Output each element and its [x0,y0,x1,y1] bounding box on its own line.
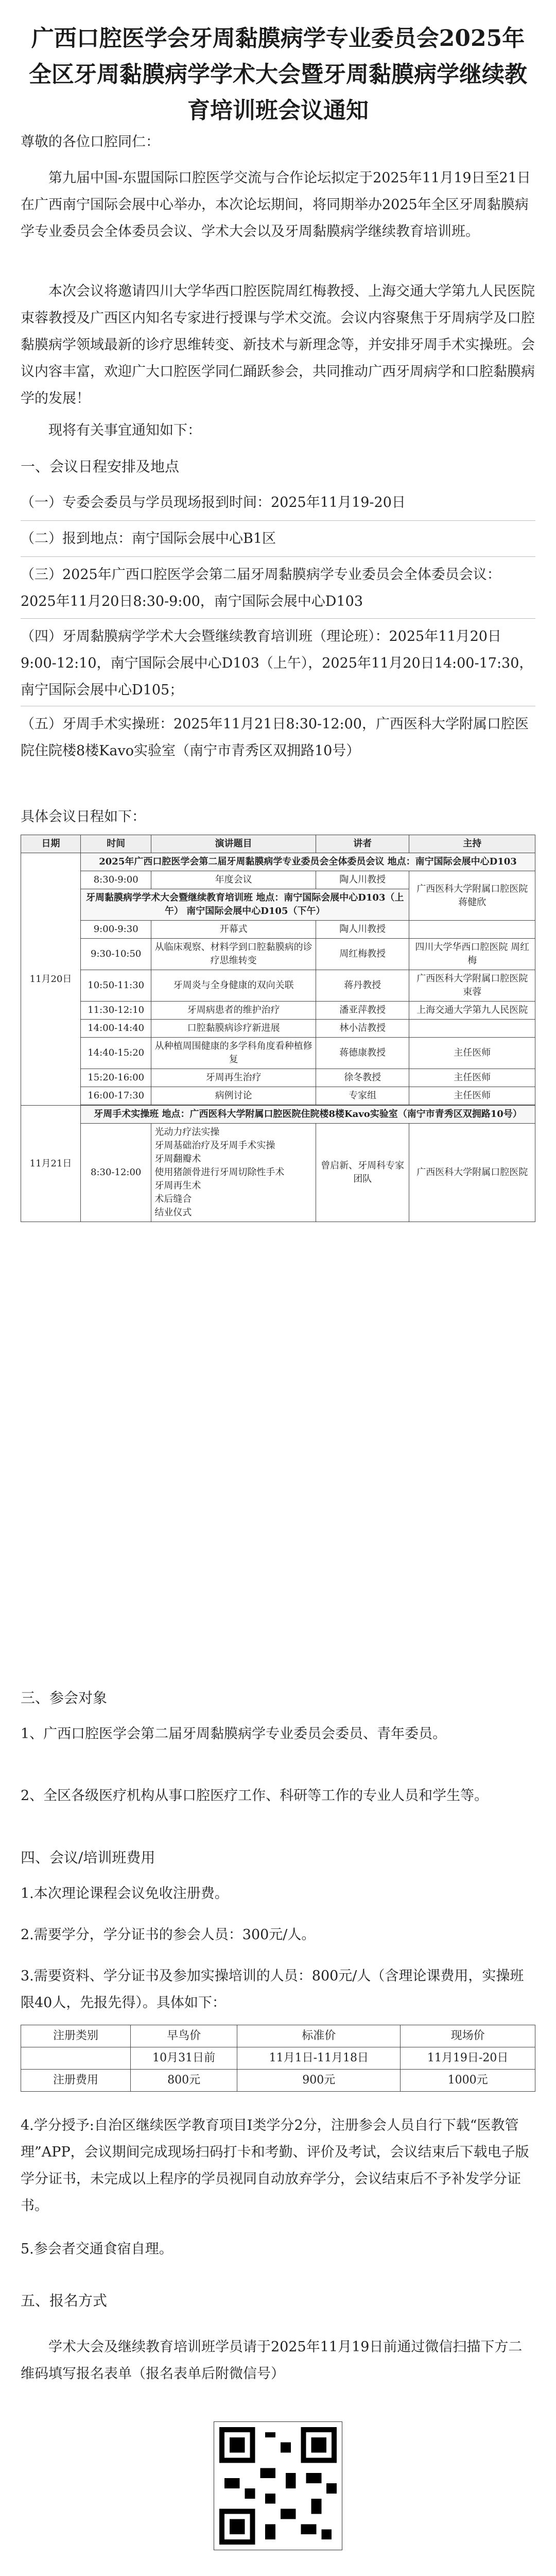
table-row [21,970,535,1002]
table-row [21,1020,535,1038]
table-row [21,871,535,889]
cell-host: 广西医科大学附属口腔医院 蒋健欣 [409,871,535,921]
cell-speaker: 陶人川教授 [316,921,409,939]
cell-topic: 口腔黏膜病诊疗新进展 [151,1020,316,1038]
fee-table [21,2025,535,2092]
cell-speaker: 曾启新、牙周科专家团队 [316,1124,409,1222]
cell-time: 15:20-16:00 [81,1069,151,1087]
cell-topic: 从临床观察、材料学到口腔黏膜病的诊疗思维转变 [151,939,316,970]
fee-item-1: 1.本次理论课程会议免收注册费。 [21,1886,229,1902]
header-time: 时间 [81,835,151,853]
cell-time: 8:30-12:00 [81,1124,151,1222]
section-heading-1: 一、会议日程安排及地点 [21,458,180,475]
cell-host: 广西医科大学附属口腔医院 束蓉 [409,970,535,1002]
divider [21,520,535,521]
intro-paragraph-3: 现将有关事宜通知如下： [48,422,201,438]
cell-topic: 牙周炎与全身健康的双向关联 [151,970,316,1002]
registration-text: 学术大会及继续教育培训班学员请于2025年11月19日前通过微信扫描下方二维码填写报名表单（报名表单后附微信号） [21,2339,523,2382]
table-row [21,853,535,871]
cell-speaker: 蒋德康教授 [316,1038,409,1069]
cell-time: 10:50-11:30 [81,970,151,1002]
topic-line: 术后缝合 [154,1194,192,1205]
cell-host [409,921,535,939]
cell-time: 9:00-9:30 [81,921,151,939]
cell-time: 9:30-10:50 [81,939,151,970]
table-row [21,2070,535,2092]
cell-time: 11:30-12:10 [81,1002,151,1020]
schedule-heading: 具体会议日程如下： [21,809,146,825]
topic-line: 结业仪式 [154,1207,192,1218]
cell-speaker: 蒋丹教授 [316,970,409,1002]
fee-header: 早鸟价 [131,2025,237,2047]
fee-header: 注册类别 [21,2025,131,2047]
divider [21,618,535,619]
cell-speaker: 专家组 [316,1087,409,1105]
fee-period [21,2047,131,2070]
cell-time: 14:00-14:40 [81,1020,151,1038]
cell-host: 主任医师 [409,1038,535,1069]
table-row [21,2025,535,2047]
cell-speaker: 陶人川教授 [316,871,409,889]
header-topic: 演讲题目 [151,835,316,853]
cell-host: 上海交通大学第九人民医院 [409,1002,535,1020]
fee-period: 11月19日-20日 [401,2047,535,2070]
cell-host [409,1020,535,1038]
page-title: 广西口腔医学会牙周黏膜病学专业委员会2025年全区牙周黏膜病学学术大会暨牙周黏膜病学继续教育培训班会议通知 [29,25,527,124]
table-row [21,921,535,939]
cell-topics [151,1124,316,1222]
day1-date: 11月20日 [21,853,81,1106]
cell-topic: 病例讨论 [151,1087,316,1105]
section-heading-4: 四、会议/培训班费用 [21,1849,155,1866]
cell-time: 8:30-9:00 [81,871,151,889]
registration-qr-icon[interactable] [214,2421,342,2550]
cell-topic: 从种植周围健康的多学科角度看种植修复 [151,1038,316,1069]
topic-line: 使用猪颌骨进行牙周切除性手术 [154,1167,285,1178]
cell-time: 14:40-15:20 [81,1038,151,1069]
cell-topic: 年度会议 [151,871,316,889]
topic-line: 牙周再生术 [154,1180,201,1191]
cell-speaker: 徐冬教授 [316,1069,409,1087]
day1-course-banner: 牙周黏膜病学学术大会暨继续教育培训班 地点：南宁国际会展中心D103（上午） 南宁国际会展中心D105（下午） [81,889,409,921]
fee-cell: 900元 [237,2070,401,2092]
table-row [21,1106,535,1124]
cell-host: 四川大学华西口腔医院 周红梅 [409,939,535,970]
topic-line: 牙周基础治疗及牙周手术实操 [154,1140,275,1151]
cell-topic: 开幕式 [151,921,316,939]
table-row [21,1087,535,1105]
schedule-item-4: （四）牙周黏膜病学学术大会暨继续教育培训班（理论班）：2025年11月20日9:00-12:10，南宁国际会展中心D103（上午），2025年11月20日14:00-17:30，南宁国际会展中心D105； [21,629,533,698]
fee-item-2: 2.需要学分，学分证书的参会人员：300元/人。 [21,1927,316,1943]
schedule-item-2: （二）报到地点：南宁国际会展中心B1区 [21,531,276,547]
table-row [21,1038,535,1069]
table-row [21,1002,535,1020]
fee-header: 标准价 [237,2025,401,2047]
fee-cell: 1000元 [401,2070,535,2092]
table-row [21,2047,535,2070]
header-date: 日期 [21,835,81,853]
schedule-item-3: （三）2025年广西口腔医学会第二届牙周黏膜病学专业委员会全体委员会议：2025年11月20日8:30-9:00，南宁国际会展中心D103 [21,567,501,609]
cell-host: 主任医师 [409,1069,535,1087]
schedule-table [21,835,535,1222]
fee-item-5: 5.参会者交通食宿自理。 [21,2241,173,2257]
table-row [21,1124,535,1222]
schedule-item-1: （一）专委会委员与学员现场报到时间：2025年11月19-20日 [21,495,406,511]
topic-line: 牙周翻瓣术 [154,1154,201,1164]
schedule-header-row [21,835,535,853]
section-heading-5: 五、报名方式 [21,2292,108,2309]
fee-cell: 注册费用 [21,2070,131,2092]
fee-item-4: 4.学分授予:自治区继续医学教育项目Ⅰ类学分2分，注册参会人员自行下载“医教管理”APP，会议期间完成现场扫码打卡和考勤、评价及考试，会议结束后下载电子版学分证书，未完成以上程序的学员视同自动放弃学分，会议结束后不予补发学分证书。 [21,2117,529,2214]
topic-line: 光动力疗法实操 [154,1127,220,1138]
cell-time: 16:00-17:30 [81,1087,151,1105]
table-row [21,1069,535,1087]
cell-speaker: 潘亚萍教授 [316,1002,409,1020]
cell-topic: 牙周病患者的维护治疗 [151,1002,316,1020]
fee-period: 10月31日前 [131,2047,237,2070]
divider [21,556,535,557]
fee-item-3: 3.需要资料、学分证书及参加实操培训的人员：800元/人（含理论课费用，实操班限40人，先报先得）。具体如下： [21,1968,524,2011]
cell-host: 广西医科大学附属口腔医院 [409,1124,535,1222]
schedule-item-5: （五）牙周手术实操班：2025年11月21日8:30-12:00，广西医科大学附属口腔医院住院楼8楼Kavo实验室（南宁市青秀区双拥路10号） [21,716,529,759]
header-host: 主持 [409,835,535,853]
cell-speaker: 周红梅教授 [316,939,409,970]
day2-banner: 牙周手术实操班 地点：广西医科大学附属口腔医院住院楼8楼Kavo实验室（南宁市青秀区双拥路10号） [81,1106,535,1124]
fee-cell: 800元 [131,2070,237,2092]
greeting: 尊敬的各位口腔同仁： [21,134,160,150]
intro-paragraph-2: 本次会议将邀请四川大学华西口腔医院周红梅教授、上海交通大学第九人民医院束蓉教授及广西区内知名专家进行授课与学术交流。会议内容聚焦于牙周病学及口腔黏膜病学领域最新的诊疗思维转变、新技术与新理念等，并安排牙周手术实操班。会议内容丰富，欢迎广大口腔医学同仁踊跃参会，共同推动广西牙周病学和口腔黏膜病学的发展！ [21,283,535,406]
cell-host: 主任医师 [409,1087,535,1105]
day1-meeting-banner: 2025年广西口腔医学会第二届牙周黏膜病学专业委员会全体委员会议 地点：南宁国际会展中心D103 [81,853,535,871]
fee-period: 11月1日-11月18日 [237,2047,401,2070]
day2-date: 11月21日 [21,1106,81,1222]
header-speaker: 讲者 [316,835,409,853]
section-heading-3: 三、参会对象 [21,1689,108,1706]
cell-speaker: 林小洁教授 [316,1020,409,1038]
audience-item-1: 1、广西口腔医学会第二届牙周黏膜病学专业委员会委员、青年委员。 [21,1726,447,1742]
cell-topic: 牙周再生治疗 [151,1069,316,1087]
audience-item-2: 2、全区各级医疗机构从事口腔医疗工作、科研等工作的专业人员和学生等。 [21,1788,489,1804]
table-row [21,939,535,970]
intro-paragraph-1: 第九届中国-东盟国际口腔医学交流与合作论坛拟定于2025年11月19日至21日在广西南宁国际会展中心举办，本次论坛期间，将同期举办2025年全区牙周黏膜病学专业委员会全体委员会议、学术大会以及牙周黏膜病学继续教育培训班。 [21,170,531,240]
fee-header: 现场价 [401,2025,535,2047]
